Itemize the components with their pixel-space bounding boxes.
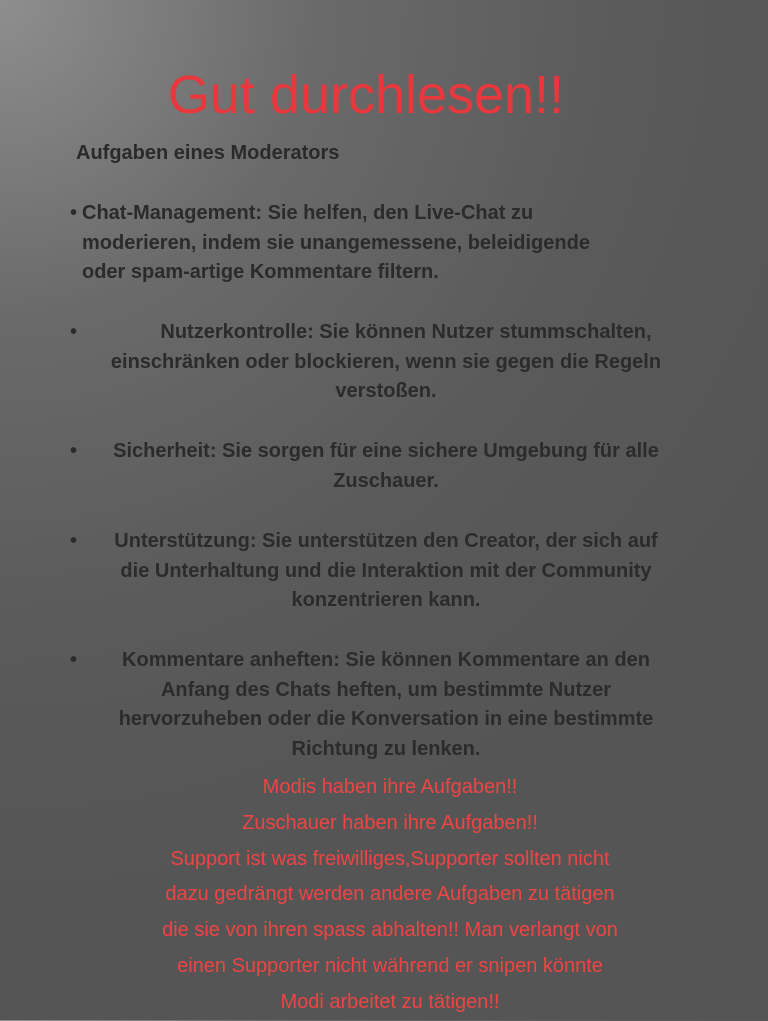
bullet-marker: • — [70, 321, 78, 343]
notice-line: einen Supporter nicht während er snipen könnte — [177, 954, 603, 977]
bullet-nutzerkontrolle — [70, 318, 694, 407]
bullet-unterstuetzung — [70, 527, 694, 616]
bullet-line: einschränken oder blockieren, wenn sie gegen die Regeln — [110, 350, 662, 373]
bullet-line: verstoßen. — [335, 380, 437, 403]
bullet-line: Nutzerkontrolle: Sie können Nutzer stummschalten, — [160, 321, 652, 343]
bullet-line: moderieren, indem sie unangemessene, beleidigende — [82, 231, 590, 254]
notice-line: Zuschauer haben ihre Aufgaben!! — [242, 811, 538, 834]
notice-line: Modis haben ihre Aufgaben!! — [262, 776, 518, 798]
bullet-line: oder spam-artige Kommentare filtern. — [82, 261, 439, 284]
notice-line: Support ist was freiwilliges,Supporter sollten nicht — [170, 847, 610, 870]
notice-line: Modi arbeitet zu tätigen!! — [280, 990, 500, 1013]
bullet-kommentare-anheften — [70, 646, 694, 764]
bullet-line: konzentrieren kann. — [291, 589, 481, 612]
notice-block — [0, 770, 768, 1021]
page-title: Gut durchlesen!! — [167, 65, 565, 125]
bullet-marker: • — [70, 440, 78, 462]
bullet-line: Unterstützung: Sie unterstützen den Creator, der sich auf — [114, 530, 658, 552]
bullet-line: Zuschauer. — [333, 469, 439, 492]
bullet-line: Kommentare anheften: Sie können Kommentare an den — [122, 649, 650, 671]
bullet-marker: • — [70, 530, 78, 552]
notice-line: die sie von ihren spass abhalten!! Man verlangt von — [162, 919, 618, 942]
bullet-chat-management — [70, 199, 694, 288]
section-heading: Aufgaben eines Moderators — [76, 142, 340, 164]
bullet-line: die Unterhaltung und die Interaktion mit der Community — [120, 559, 652, 582]
notice-line: dazu gedrängt werden andere Aufgaben zu tätigen — [165, 883, 615, 906]
bullet-sicherheit — [70, 437, 694, 496]
bullet-marker: • — [70, 202, 78, 224]
bullet-line: Anfang des Chats heften, um bestimmte Nutzer — [160, 678, 612, 701]
bullet-marker: • — [70, 649, 78, 671]
bullet-line: Sicherheit: Sie sorgen für eine sichere Umgebung für alle — [113, 440, 659, 462]
bullet-line: Richtung zu lenken. — [291, 737, 481, 760]
bullet-line: hervorzuheben oder die Konversation in eine bestimmte — [118, 708, 654, 731]
bullet-line: Chat-Management: Sie helfen, den Live-Chat zu — [82, 202, 534, 224]
